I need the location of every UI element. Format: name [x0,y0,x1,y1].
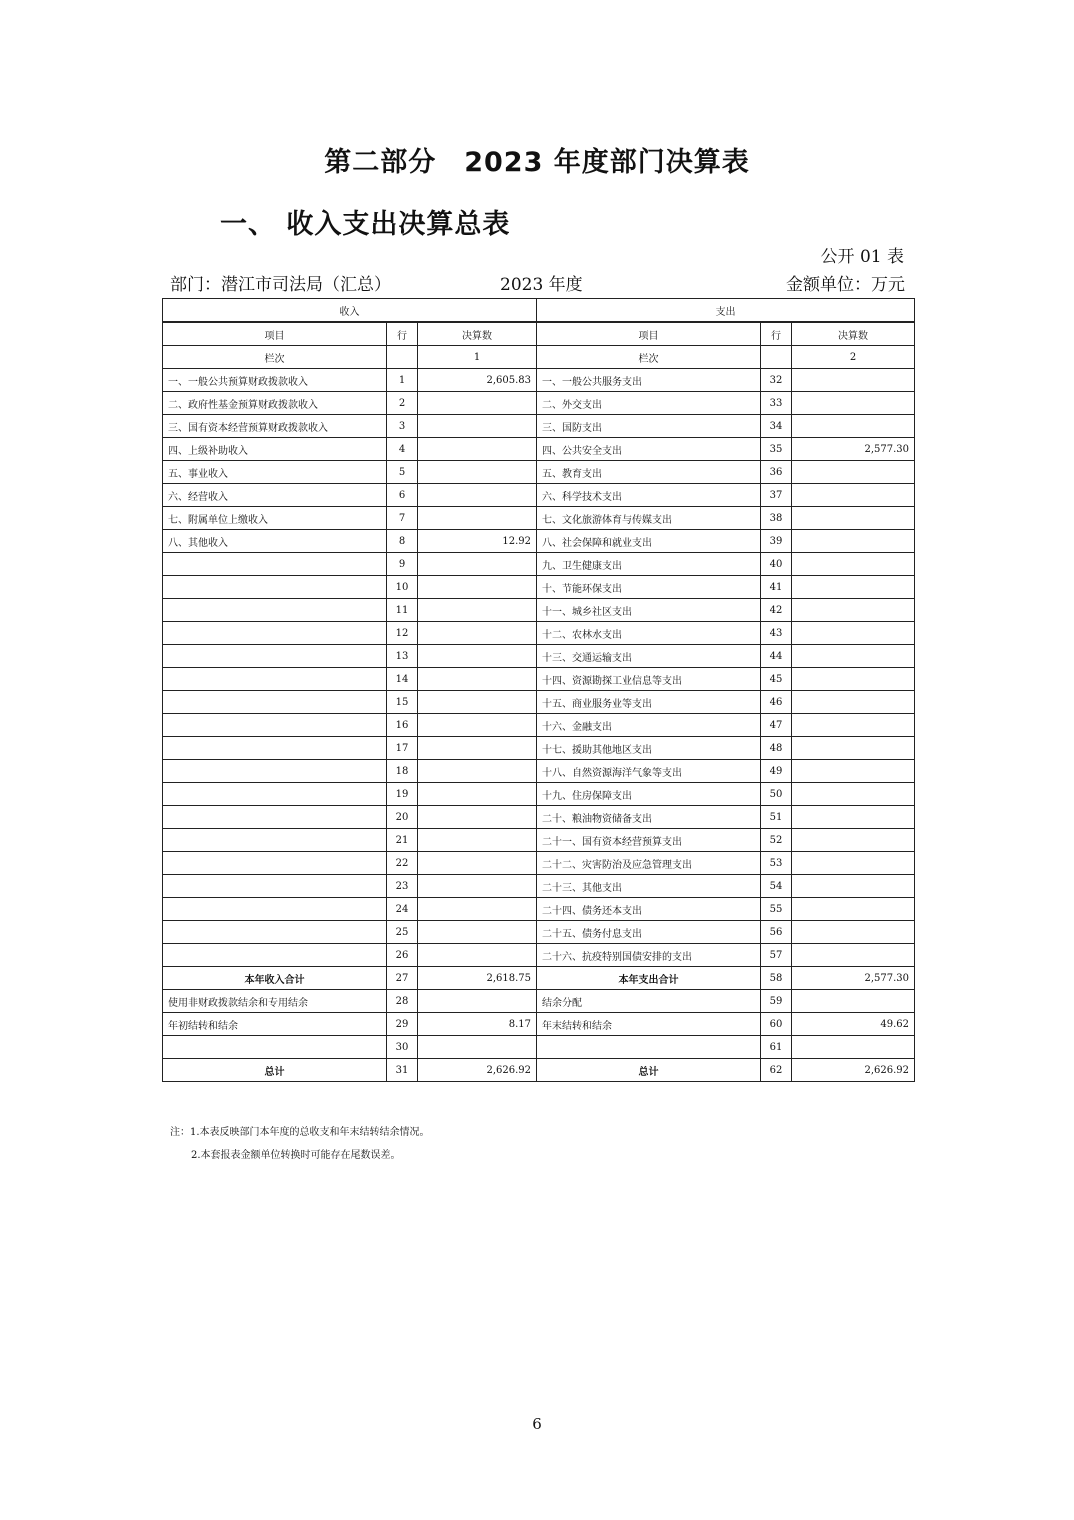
income-amount-cell [418,691,537,714]
income-item-cell [163,668,387,691]
expense-index-line [761,346,792,369]
expense-line-cell: 39 [761,530,792,553]
income-amount-cell [418,714,537,737]
income-amount-cell [418,921,537,944]
expense-item-cell: 二、外交支出 [537,392,761,415]
income-amount-cell [418,737,537,760]
total-row [163,1059,915,1082]
income-item-cell [163,714,387,737]
income-line-cell: 3 [387,415,418,438]
expense-amount-header: 决算数 [792,322,915,346]
income-amount-cell [418,668,537,691]
income-line-cell: 23 [387,875,418,898]
expense-line-cell: 45 [761,668,792,691]
income-amount-cell [418,438,537,461]
income-item-cell [163,622,387,645]
income-amount-cell: 8.17 [418,1013,537,1036]
income-item-cell [163,691,387,714]
expense-total-amount: 2,626.92 [792,1059,915,1082]
table-total [163,1059,915,1082]
expense-amount-cell [792,760,915,783]
expense-line-cell: 41 [761,576,792,599]
column-index-row [163,346,915,369]
income-line-header: 行 [387,322,418,346]
form-code: 公开 01 表 [820,247,904,267]
income-amount-cell [418,461,537,484]
income-total-line: 31 [387,1059,418,1082]
expense-line-cell: 44 [761,645,792,668]
expense-index-number: 2 [792,346,915,369]
expense-item-cell: 九、卫生健康支出 [537,553,761,576]
expense-amount-cell: 49.62 [792,1013,915,1036]
table-row [163,1013,915,1036]
expense-subtotal-amount: 2,577.30 [792,967,915,990]
income-amount-cell [418,783,537,806]
expense-amount-cell [792,714,915,737]
expense-line-cell: 51 [761,806,792,829]
income-item-cell: 七、附属单位上缴收入 [163,507,387,530]
table-row [163,783,915,806]
expense-item-cell: 十八、自然资源海洋气象等支出 [537,760,761,783]
table-row [163,737,915,760]
table-row [163,369,915,392]
income-line-cell: 8 [387,530,418,553]
expense-line-cell: 56 [761,921,792,944]
table-extra-rows [163,990,915,1059]
expense-amount-cell [792,392,915,415]
income-item-cell: 四、上级补助收入 [163,438,387,461]
note-2: 2.本套报表金额单位转换时可能存在尾数误差。 [191,1150,401,1161]
expense-line-cell: 43 [761,622,792,645]
income-item-cell [163,599,387,622]
expense-total-line: 62 [761,1059,792,1082]
income-amount-cell [418,829,537,852]
income-amount-cell [418,484,537,507]
expense-amount-cell [792,691,915,714]
income-line-cell: 16 [387,714,418,737]
table-row [163,645,915,668]
table-row [163,944,915,967]
table-row [163,530,915,553]
table-row [163,668,915,691]
expense-amount-cell [792,668,915,691]
expense-amount-cell [792,415,915,438]
expense-line-cell: 48 [761,737,792,760]
table-row [163,714,915,737]
expense-amount-cell [792,576,915,599]
expense-amount-cell [792,898,915,921]
expense-item-cell: 二十、粮油物资储备支出 [537,806,761,829]
income-line-cell: 28 [387,990,418,1013]
income-line-cell: 2 [387,392,418,415]
note-1: 注：1.本表反映部门本年度的总收支和年末结转结余情况。 [170,1127,430,1138]
expense-amount-cell [792,875,915,898]
expense-amount-cell [792,461,915,484]
income-line-cell: 24 [387,898,418,921]
income-item-cell [163,944,387,967]
income-item-cell [163,1036,387,1059]
expense-item-cell: 十三、交通运输支出 [537,645,761,668]
income-line-cell: 6 [387,484,418,507]
expense-index-label: 栏次 [537,346,761,369]
income-line-cell: 29 [387,1013,418,1036]
expense-item-cell: 结余分配 [537,990,761,1013]
income-item-cell [163,576,387,599]
expense-line-cell: 59 [761,990,792,1013]
income-line-cell: 12 [387,622,418,645]
expense-item-cell: 二十一、国有资本经营预算支出 [537,829,761,852]
table-subtitle: 一、 收入支出决算总表 [220,209,511,240]
expense-line-cell: 53 [761,852,792,875]
income-item-cell [163,737,387,760]
income-amount-cell: 12.92 [418,530,537,553]
income-item-cell [163,898,387,921]
income-index-line [387,346,418,369]
expense-total-label: 总计 [537,1059,761,1082]
expense-item-cell: 年末结转和结余 [537,1013,761,1036]
table-row [163,415,915,438]
department-label: 部门：潜江市司法局（汇总） [170,275,391,295]
table-row [163,990,915,1013]
expense-item-cell: 二十二、灾害防治及应急管理支出 [537,852,761,875]
income-item-cell [163,875,387,898]
expense-line-cell: 50 [761,783,792,806]
page-number: 6 [532,1415,542,1433]
income-line-cell: 20 [387,806,418,829]
income-line-cell: 5 [387,461,418,484]
expense-amount-cell [792,530,915,553]
expense-item-cell: 十六、金融支出 [537,714,761,737]
income-item-cell [163,921,387,944]
income-index-number: 1 [418,346,537,369]
income-line-cell: 9 [387,553,418,576]
expense-item-cell: 十五、商业服务业等支出 [537,691,761,714]
table-row [163,760,915,783]
table-row [163,553,915,576]
expense-line-cell: 60 [761,1013,792,1036]
income-amount-cell [418,645,537,668]
expense-line-cell: 32 [761,369,792,392]
expense-line-cell: 55 [761,898,792,921]
expense-line-cell: 54 [761,875,792,898]
income-index-label: 栏次 [163,346,387,369]
expense-item-cell: 十四、资源勘探工业信息等支出 [537,668,761,691]
income-line-cell: 13 [387,645,418,668]
income-amount-cell [418,507,537,530]
income-amount-cell [418,875,537,898]
income-amount-cell [418,1036,537,1059]
expense-item-cell: 五、教育支出 [537,461,761,484]
income-amount-cell [418,898,537,921]
page-title: 第二部分 2023 年度部门决算表 [324,147,750,178]
expense-line-cell: 49 [761,760,792,783]
income-line-cell: 4 [387,438,418,461]
income-amount-cell [418,392,537,415]
expense-amount-cell [792,369,915,392]
income-line-cell: 30 [387,1036,418,1059]
expense-amount-cell [792,507,915,530]
table-row [163,599,915,622]
income-item-cell [163,783,387,806]
expense-line-cell: 42 [761,599,792,622]
amount-unit-label: 金额单位：万元 [786,275,905,295]
income-item-cell: 使用非财政拨款结余和专用结余 [163,990,387,1013]
income-line-cell: 25 [387,921,418,944]
expense-item-cell: 二十五、债务付息支出 [537,921,761,944]
income-item-cell [163,806,387,829]
expense-item-cell: 四、公共安全支出 [537,438,761,461]
table-footer [163,967,915,990]
subtotal-row [163,967,915,990]
income-amount-header: 决算数 [418,322,537,346]
income-expense-table [162,298,915,1082]
table-row [163,691,915,714]
income-line-cell: 19 [387,783,418,806]
income-item-cell: 年初结转和结余 [163,1013,387,1036]
expense-item-cell: 十一、城乡社区支出 [537,599,761,622]
expense-amount-cell [792,852,915,875]
fiscal-year-label: 2023 年度 [500,275,583,295]
expense-subtotal-label: 本年支出合计 [537,967,761,990]
table-row [163,806,915,829]
table-row [163,898,915,921]
income-subtotal-amount: 2,618.75 [418,967,537,990]
expense-line-cell: 34 [761,415,792,438]
expense-amount-cell [792,806,915,829]
expense-amount-cell [792,944,915,967]
income-line-cell: 11 [387,599,418,622]
table-body [163,369,915,967]
report-meta [170,270,905,295]
table-notes [170,1121,430,1167]
income-subtotal-line: 27 [387,967,418,990]
expense-amount-cell [792,921,915,944]
expense-amount-cell [792,484,915,507]
column-header-row [163,322,915,346]
income-item-cell [163,829,387,852]
income-subtotal-label: 本年收入合计 [163,967,387,990]
expense-amount-cell: 2,577.30 [792,438,915,461]
expense-item-header: 项目 [537,322,761,346]
expense-item-cell: 二十三、其他支出 [537,875,761,898]
expense-amount-cell [792,1036,915,1059]
expense-line-cell: 35 [761,438,792,461]
expense-item-cell [537,1036,761,1059]
income-item-header: 项目 [163,322,387,346]
table-row [163,576,915,599]
expense-subtotal-line: 58 [761,967,792,990]
income-item-cell [163,760,387,783]
income-amount-cell [418,760,537,783]
expense-line-cell: 36 [761,461,792,484]
expense-line-cell: 37 [761,484,792,507]
income-line-cell: 22 [387,852,418,875]
income-item-cell: 五、事业收入 [163,461,387,484]
expense-item-cell: 十、节能环保支出 [537,576,761,599]
table-row [163,852,915,875]
section-header-row [163,299,915,323]
income-item-cell: 三、国有资本经营预算财政拨款收入 [163,415,387,438]
expense-amount-cell [792,783,915,806]
income-section-header: 收入 [163,299,537,323]
expense-line-cell: 57 [761,944,792,967]
expense-item-cell: 七、文化旅游体育与传媒支出 [537,507,761,530]
income-line-cell: 1 [387,369,418,392]
expense-item-cell: 二十六、抗疫特别国债安排的支出 [537,944,761,967]
income-amount-cell [418,553,537,576]
table-row [163,392,915,415]
expense-item-cell: 二十四、债务还本支出 [537,898,761,921]
income-line-cell: 18 [387,760,418,783]
income-item-cell: 一、一般公共预算财政拨款收入 [163,369,387,392]
income-amount-cell [418,599,537,622]
expense-amount-cell [792,737,915,760]
income-item-cell [163,553,387,576]
expense-item-cell: 十二、农林水支出 [537,622,761,645]
expense-item-cell: 六、科学技术支出 [537,484,761,507]
table-row [163,1036,915,1059]
expense-amount-cell [792,622,915,645]
expense-item-cell: 十九、住房保障支出 [537,783,761,806]
expense-section-header: 支出 [537,299,915,323]
table-row [163,829,915,852]
table-row [163,875,915,898]
income-item-cell [163,645,387,668]
income-amount-cell [418,622,537,645]
income-item-cell [163,852,387,875]
income-amount-cell [418,415,537,438]
income-amount-cell [418,944,537,967]
expense-amount-cell [792,645,915,668]
table-row [163,622,915,645]
income-item-cell: 二、政府性基金预算财政拨款收入 [163,392,387,415]
income-item-cell: 六、经营收入 [163,484,387,507]
table-row [163,921,915,944]
expense-line-cell: 40 [761,553,792,576]
expense-line-cell: 61 [761,1036,792,1059]
table-row [163,507,915,530]
income-total-label: 总计 [163,1059,387,1082]
table-row [163,461,915,484]
expense-line-cell: 46 [761,691,792,714]
expense-item-cell: 一、一般公共服务支出 [537,369,761,392]
income-amount-cell [418,990,537,1013]
income-line-cell: 7 [387,507,418,530]
expense-amount-cell [792,599,915,622]
income-line-cell: 10 [387,576,418,599]
income-amount-cell [418,806,537,829]
expense-amount-cell [792,829,915,852]
expense-item-cell: 八、社会保障和就业支出 [537,530,761,553]
expense-line-cell: 47 [761,714,792,737]
income-item-cell: 八、其他收入 [163,530,387,553]
income-total-amount: 2,626.92 [418,1059,537,1082]
table-row [163,484,915,507]
expense-item-cell: 三、国防支出 [537,415,761,438]
income-line-cell: 26 [387,944,418,967]
table-row [163,438,915,461]
expense-line-cell: 33 [761,392,792,415]
expense-amount-cell [792,553,915,576]
income-line-cell: 14 [387,668,418,691]
expense-item-cell: 十七、援助其他地区支出 [537,737,761,760]
expense-amount-cell [792,990,915,1013]
income-amount-cell [418,576,537,599]
income-amount-cell [418,852,537,875]
income-line-cell: 17 [387,737,418,760]
income-line-cell: 21 [387,829,418,852]
income-line-cell: 15 [387,691,418,714]
expense-line-cell: 52 [761,829,792,852]
income-amount-cell: 2,605.83 [418,369,537,392]
expense-line-cell: 38 [761,507,792,530]
expense-line-header: 行 [761,322,792,346]
